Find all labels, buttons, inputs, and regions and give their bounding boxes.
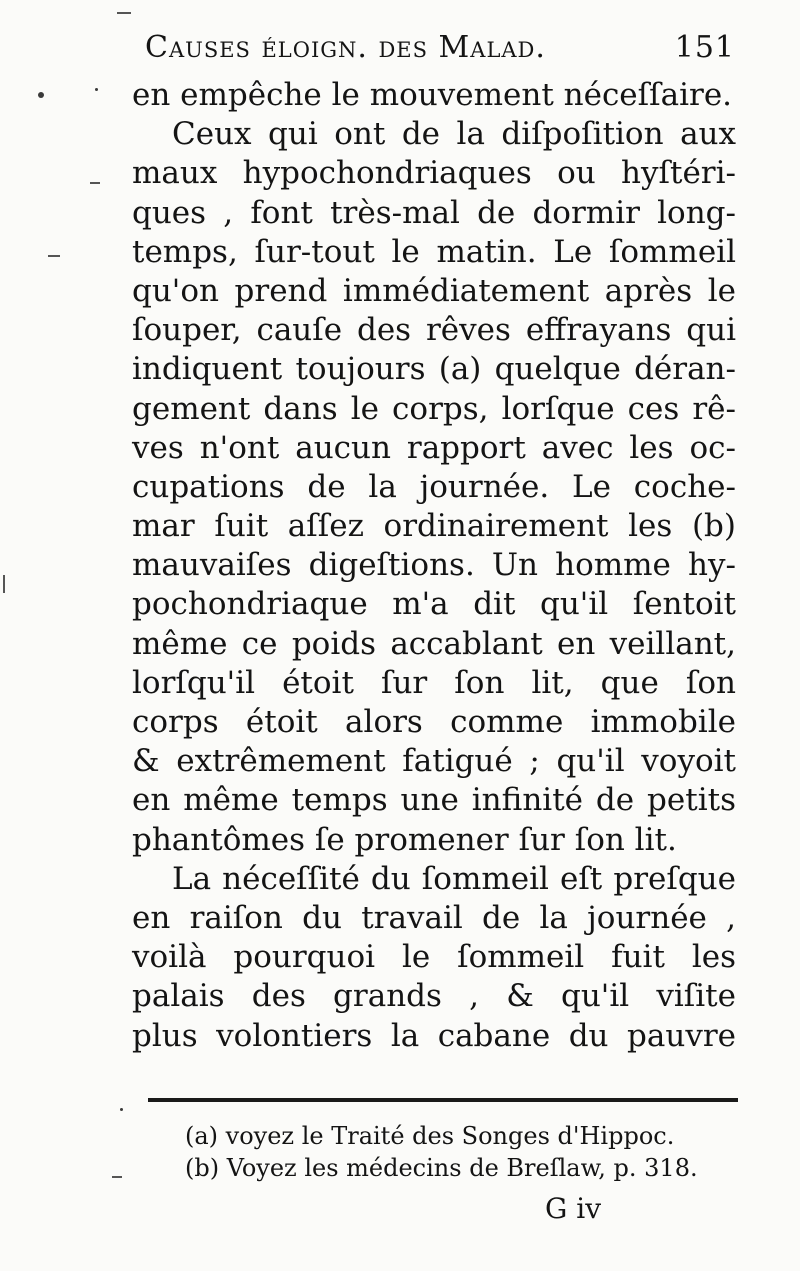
text-line: lorſqu'il étoit ſur ſon lit, que ſon [132, 664, 736, 701]
footnote-rule [148, 1098, 738, 1102]
text-line: ſouper, cauſe des rêves effrayans qui [132, 312, 736, 349]
text-line: corps étoit alors comme immobile [132, 704, 736, 740]
text-line: pochondriaque m'a dit qu'il ſentoit [132, 586, 736, 623]
print-mark [117, 12, 131, 14]
text-line: ves n'ont aucun rapport avec les oc- [132, 429, 736, 466]
text-line: Ceux qui ont de la diſpoſition aux [172, 116, 736, 153]
text-line: même ce poids accablant en veillant, [132, 625, 736, 662]
text-line: cupations de la journée. Le coche- [132, 468, 736, 505]
text-line: La néceſſité du ſommeil eſt preſque [172, 860, 736, 897]
text-line: mar ſuit aſſez ordinairement les (b) [132, 508, 736, 545]
body-text [132, 76, 736, 1056]
print-mark [90, 182, 100, 184]
footnote-a: (a) voyez le Traité des Songes d'Hippoc. [185, 1122, 675, 1150]
footnotes [185, 1120, 745, 1184]
text-line: palais des grands , & qu'il viſite [132, 978, 736, 1015]
text-line: & extrêmement fatigué ; qu'il voyoit [132, 743, 736, 780]
print-mark [48, 255, 60, 257]
print-speck [120, 1108, 123, 1111]
text-line: voilà pourquoi le ſommeil fuit les [132, 939, 736, 976]
text-line: gement dans le corps, lorſque ces rê- [132, 390, 736, 427]
running-head-title: Causes éloign. des Malad. [145, 30, 546, 65]
text-line: mauvaiſes digeſtions. Un homme hy- [132, 547, 736, 584]
text-line: en raiſon du travail de la journée , [132, 899, 736, 936]
text-line: qu'on prend immédiatement après le [132, 272, 736, 309]
text-line: plus volontiers la cabane du pauvre [132, 1017, 736, 1054]
text-line: maux hypochondriaques ou hyſtéri- [132, 155, 736, 192]
text-line: en même temps une infinité de petits [132, 782, 736, 819]
print-mark [112, 1176, 122, 1178]
text-line: indiquent toujours (a) quelque déran- [132, 351, 736, 388]
signature-mark: G iv [545, 1192, 602, 1225]
print-speck [95, 88, 98, 91]
text-line: phantômes ſe promener ſur ſon lit. [132, 821, 677, 858]
page-number: 151 [674, 30, 735, 65]
text-line: temps, ſur-tout le matin. Le ſommeil [132, 233, 736, 270]
print-speck [38, 92, 44, 98]
text-line: ques , font très-mal de dormir long- [132, 194, 736, 231]
footnote-b: (b) Voyez les médecins de Breſlaw, p. 318. [185, 1154, 698, 1182]
print-mark [3, 575, 5, 593]
text-line: en empêche le mouvement néceſſaire. [132, 77, 733, 113]
running-head [145, 30, 735, 65]
